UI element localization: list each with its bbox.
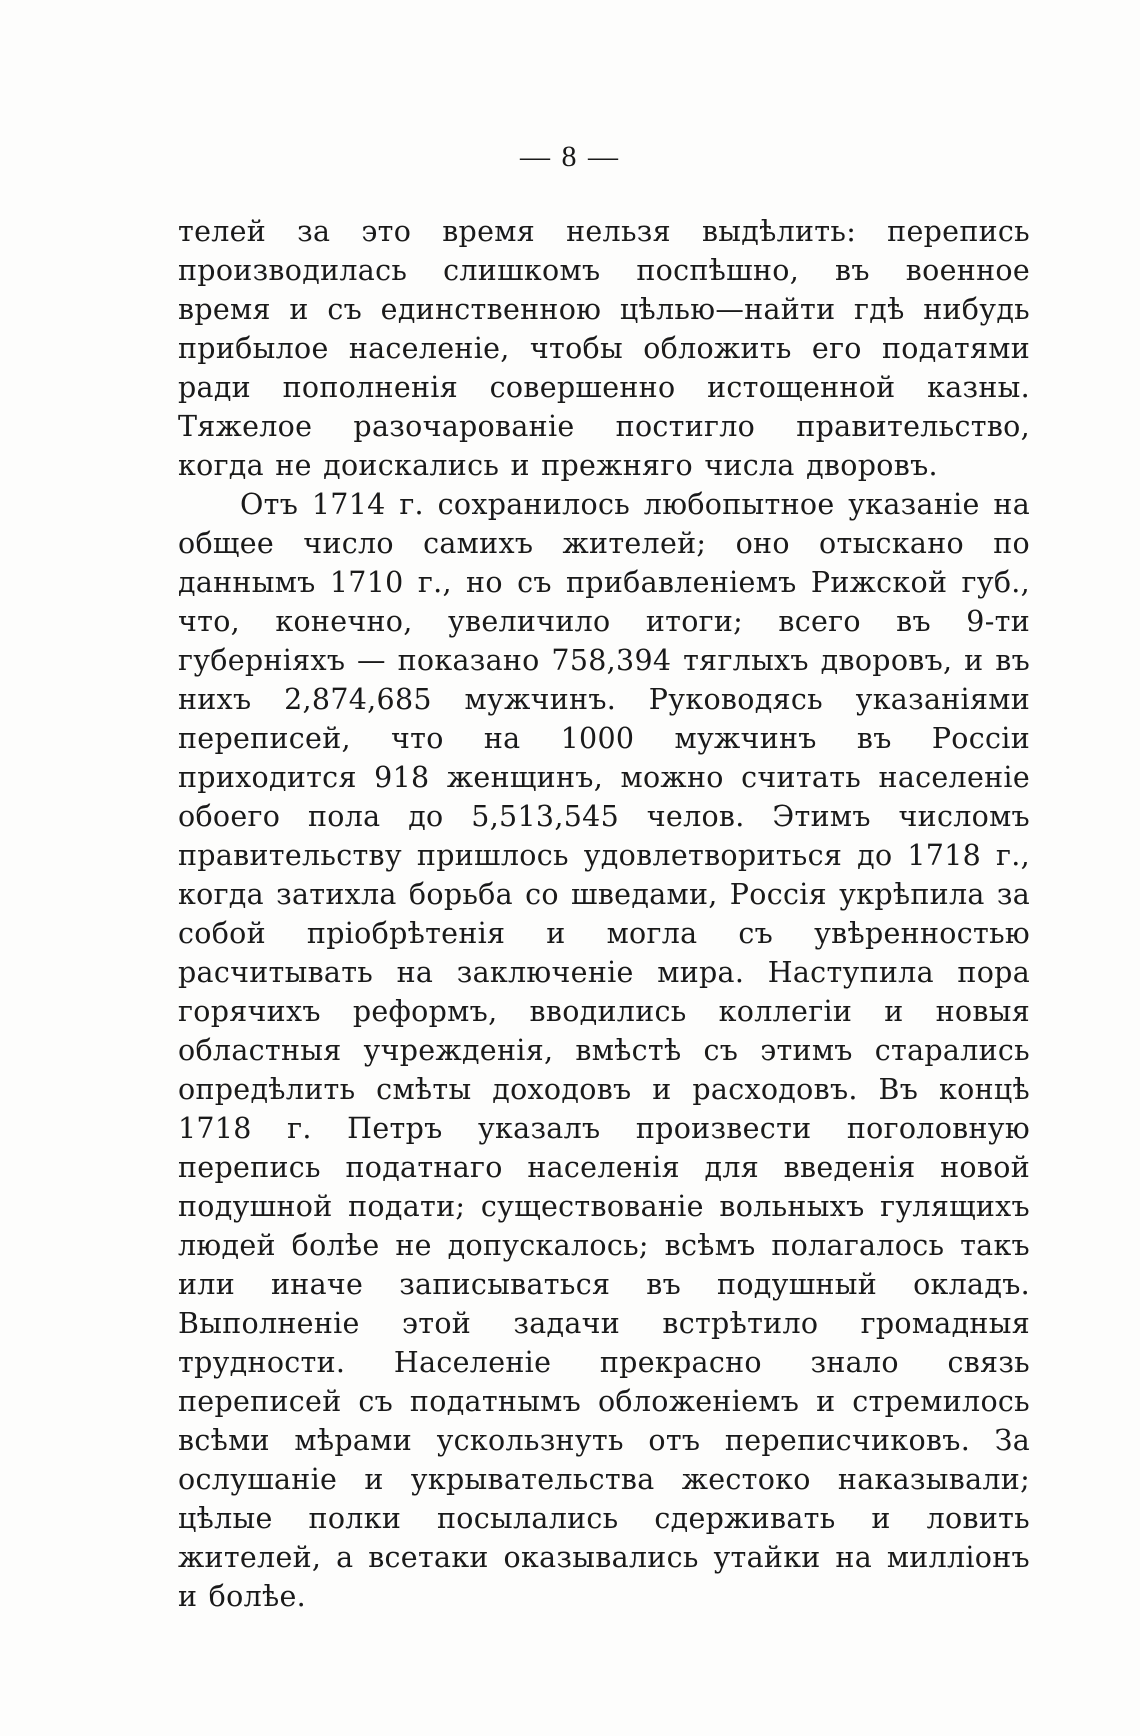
body-text — [178, 212, 1030, 1616]
paragraph-census-1714: Отъ 1714 г. сохранилось любопытное указаніе на общее число самихъ жителей; оно отыскано по даннымъ 1710 г., но съ прибавленіемъ Рижской губ., что, конечно, увеличило итоги; всего въ 9-ти губерніяхъ — показано 758,394 тяглыхъ дворовъ, и въ нихъ 2,874,685 мужчинъ. Руководясь указаніями переписей, что на 1000 мужчинъ въ Россіи приходится 918 женщинъ, можно считать населеніе обоего пола до 5,513,545 челов. Этимъ числомъ правительству пришлось удовлетвориться до 1718 г., когда затихла борьба со шведами, Россія укрѣпила за собой пріобрѣтенія и могла съ увѣренностью расчитывать на заключеніе мира. Наступила пора горячихъ реформъ, вводились коллегіи и новыя областныя учрежденія, вмѣстѣ съ этимъ старались опредѣлить смѣты доходовъ и расходовъ. Въ концѣ 1718 г. Петръ указалъ произвести поголовную перепись податнаго населенія для введенія новой подушной подати; существованіе вольныхъ гулящихъ людей болѣе не допускалось; всѣмъ полагалось такъ или иначе записываться въ подушный окладъ. Выполненіе этой задачи встрѣтило громадныя трудности. Населеніе прекрасно знало связь переписей съ податнымъ обложеніемъ и стремилось всѣми мѣрами ускользнуть отъ переписчиковъ. За ослушаніе и укрывательства жестоко наказывали; цѣлые полки посылались сдерживать и ловить жителей, а всетаки оказывались утайки на милліонъ и болѣе. — [178, 488, 1030, 1613]
page-number: — 8 — — [520, 140, 620, 173]
paragraph-continuation: телей за это время нельзя выдѣлить: перепись производилась слишкомъ поспѣшно, въ военное время и съ единственною цѣлью—найти гдѣ нибудь прибылое населеніе, чтобы обложить его податями ради пополненія совершенно истощенной казны. Тяжелое разочарованіе постигло правительство, когда не доискались и прежняго числа дворовъ. — [178, 215, 1030, 482]
